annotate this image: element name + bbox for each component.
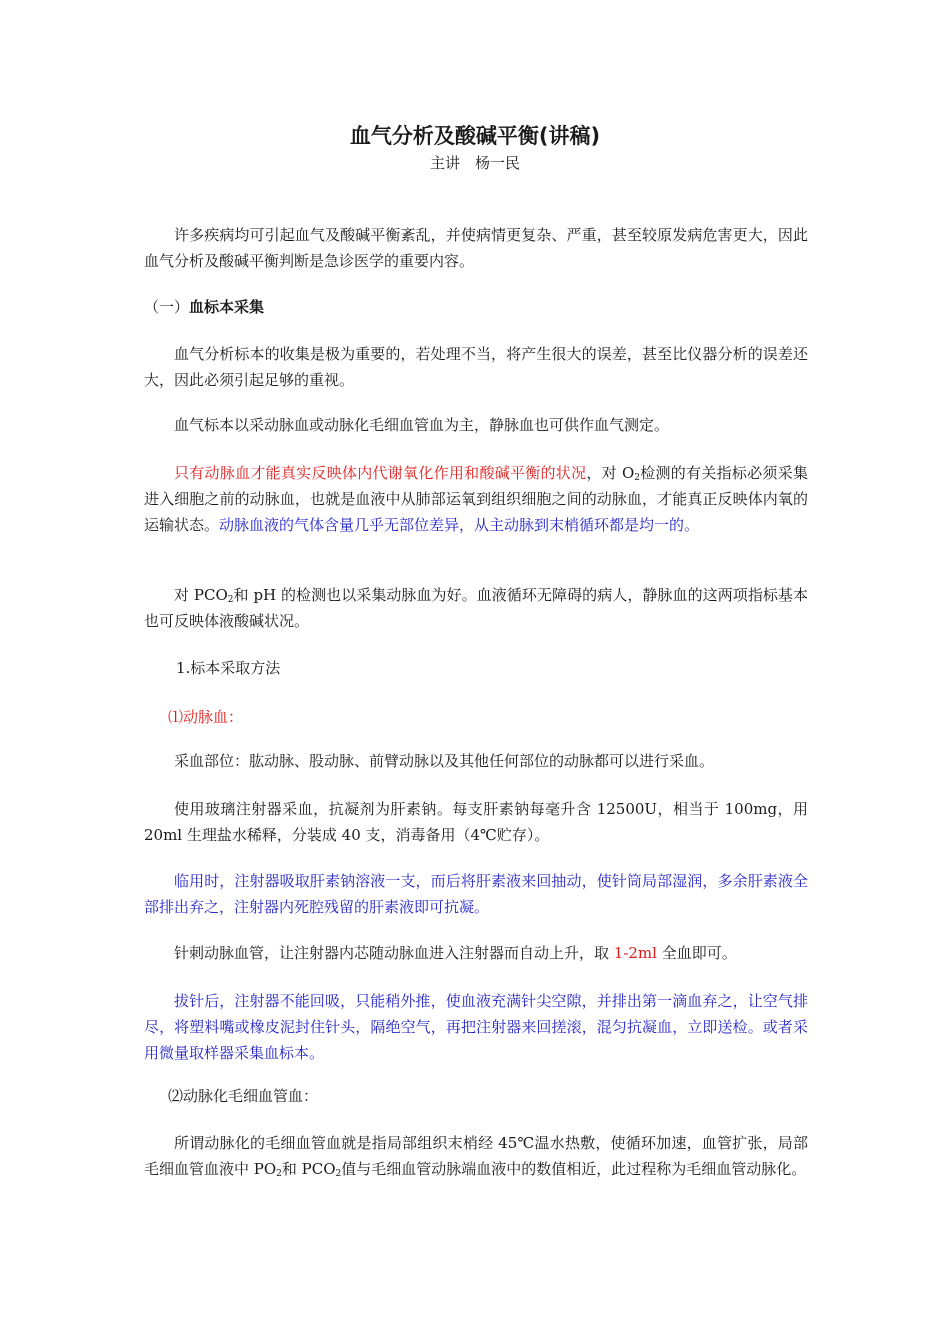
subscript: 2 bbox=[634, 473, 640, 483]
paragraph-puncture bbox=[144, 940, 808, 966]
paragraph-text: 和 PCO bbox=[281, 1160, 336, 1178]
paragraph-text: 对 PCO bbox=[174, 586, 228, 604]
paragraph-pco2-ph bbox=[144, 582, 808, 634]
paragraph-heparin: 使用玻璃注射器采血，抗凝剂为肝素钠。每支肝素钠每毫升含 12500U，相当于 100mg，用 20ml 生理盐水稀释，分装成 40 支，消毒备用（4℃贮存）。 bbox=[144, 800, 808, 844]
paragraph-importance: 血气分析标本的收集是极为重要的，若处理不当，将产生很大的误差，甚至比仪器分析的误差还大，因此必须引起足够的重视。 bbox=[144, 345, 808, 389]
subscript: 2 bbox=[227, 595, 234, 605]
subscript: 2 bbox=[276, 1169, 282, 1179]
paragraph-sampling-sites: 采血部位：肱动脉、股动脉、前臂动脉以及其他任何部位的动脉都可以进行采血。 bbox=[174, 752, 715, 770]
paragraph-after-puncture: 拔针后，注射器不能回吸，只能稍外推，使血液充满针尖空隙，并排出第一滴血弃之，让空气排尽，将塑料嘴或橡皮泥封住针头，隔绝空气，再把注射器来回搓滚，混匀抗凝血，立即送检。或者采用微量取样器采集血标本。 bbox=[144, 992, 808, 1062]
subheading-collection-method: 1.标本采取方法 bbox=[176, 659, 281, 677]
paragraph-arterialized-capillary bbox=[144, 1130, 808, 1182]
paragraph-text: 检测的有关指标必须采集进入细胞之前的动脉血，也就是血液中从肺部运氧到组织细胞之间的动脉血，才能真正反映体内氧的运输状态。 bbox=[144, 464, 808, 534]
section-number: （一） bbox=[144, 298, 190, 316]
paragraph-text: 和 pH 的检测也以采集动脉血为好。血液循环无障碍的病人，静脉血的这两项指标基本也可反映体液酸碱状况。 bbox=[144, 586, 808, 630]
highlight-blue-text: 动脉血液的气体含量几乎无部位差异，从主动脉到末梢循环都是均一的。 bbox=[219, 516, 700, 534]
subheading-capillary-blood: ⑵动脉化毛细血管血： bbox=[168, 1087, 319, 1105]
paragraph-arterial-blood bbox=[144, 460, 808, 538]
paragraph-text: 所谓动脉化的毛细血管血就是指局部组织末梢经 45℃温水热敷，使循环加速，血管扩张，局部毛细血管血液中 PO bbox=[144, 1134, 808, 1178]
subscript: 2 bbox=[335, 1169, 342, 1179]
subheading-arterial-blood: ⑴动脉血： bbox=[168, 708, 244, 726]
page-title: 血气分析及酸碱平衡(讲稿) bbox=[349, 124, 601, 148]
paragraph-text: 针刺动脉血管，让注射器内芯随动脉血进入注射器而自动上升，取 bbox=[174, 944, 614, 962]
paragraph-syringe-prep: 临用时，注射器吸取肝素钠溶液一支，而后将肝素液来回抽动，使针筒局部湿润，多余肝素液全部排出弃之，注射器内死腔残留的肝素液即可抗凝。 bbox=[144, 872, 808, 916]
section-title: 血标本采集 bbox=[189, 298, 265, 316]
highlight-red-text: 1-2ml bbox=[613, 944, 657, 962]
paragraph-text: 值与毛细血管动脉端血液中的数值相近，此过程称为毛细血管动脉化。 bbox=[341, 1160, 807, 1178]
paragraph-sample-types: 血气标本以采动脉血或动脉化毛细血管血为主，静脉血也可供作血气测定。 bbox=[174, 416, 670, 434]
section-heading bbox=[144, 294, 808, 320]
highlight-red-text: 只有动脉血才能真实反映体内代谢氧化作用和酸碱平衡的状况 bbox=[174, 464, 587, 482]
lecturer-line: 主讲 杨一民 bbox=[429, 154, 520, 172]
intro-paragraph: 许多疾病均可引起血气及酸碱平衡紊乱，并使病情更复杂、严重，甚至较原发病危害更大，因此血气分析及酸碱平衡判断是急诊医学的重要内容。 bbox=[144, 226, 808, 270]
paragraph-text: 全血即可。 bbox=[656, 944, 737, 962]
paragraph-text: ，对 O bbox=[586, 464, 635, 482]
